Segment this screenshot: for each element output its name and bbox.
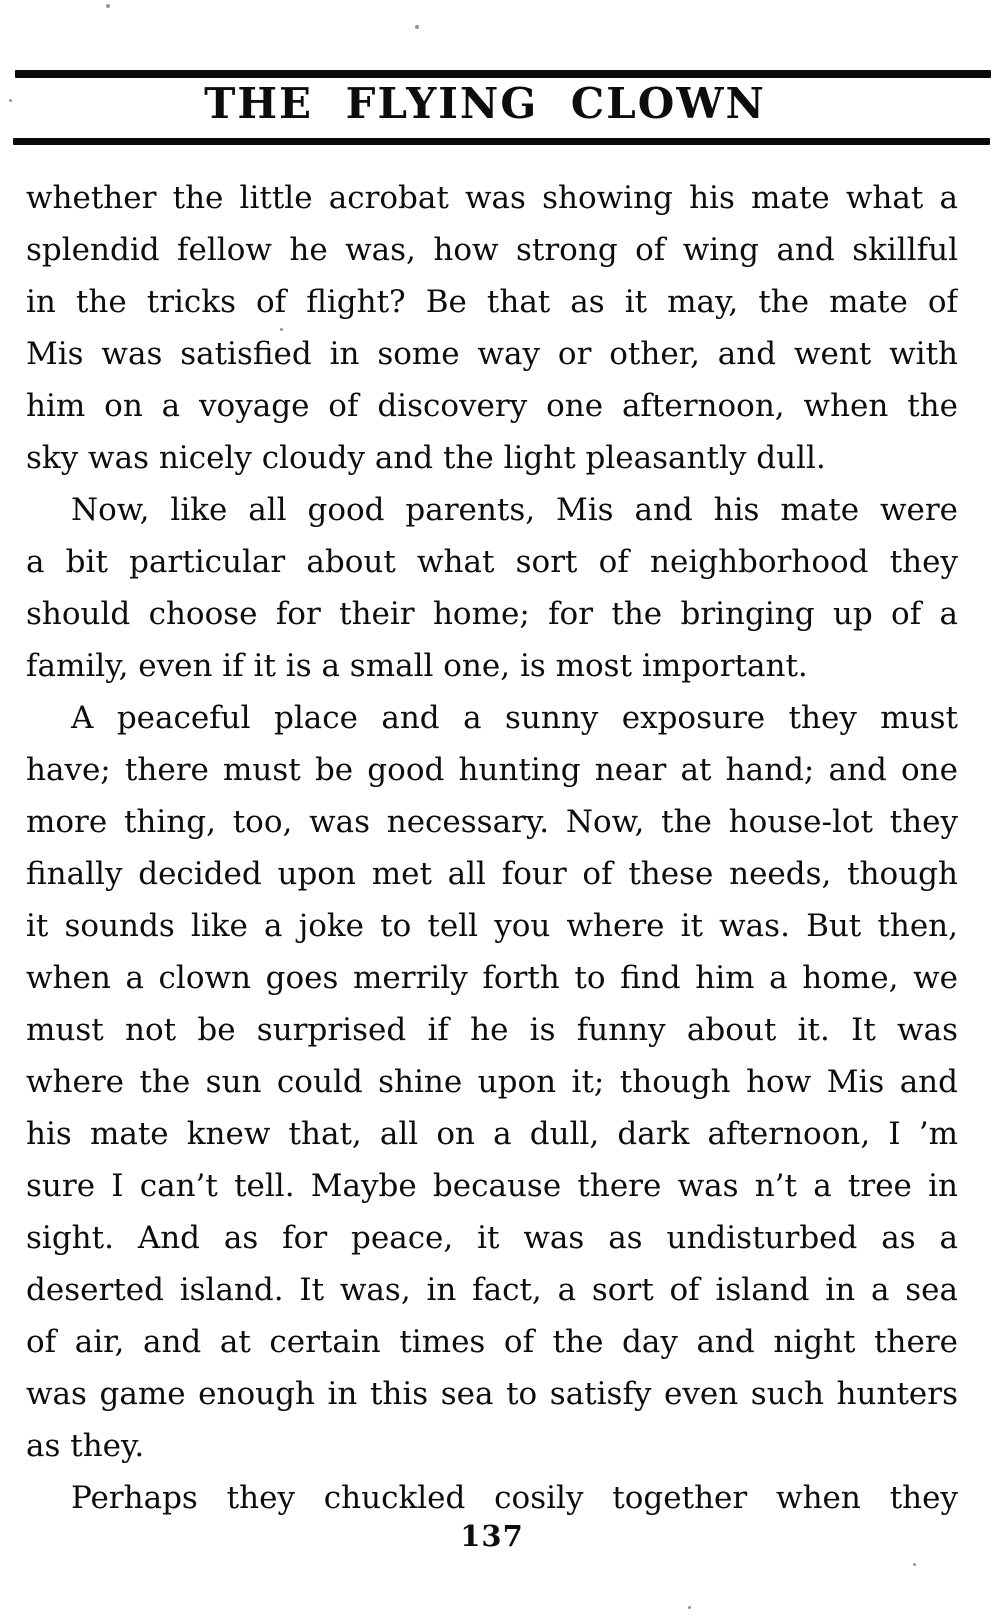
scan-speck [688, 1606, 691, 1609]
scan-speck [106, 4, 110, 8]
text-line: Mis was satisfied in some way or other, and went with [26, 336, 958, 372]
body-text [26, 172, 958, 1524]
text-line: when a clown goes merrily forth to find him a home, we [26, 960, 958, 996]
text-line: where the sun could shine upon it; though how Mis and [26, 1064, 958, 1100]
page-number: 137 [460, 1519, 524, 1553]
header-rule-bottom [13, 138, 990, 145]
text-line: splendid fellow he was, how strong of wing and skillful [26, 232, 958, 268]
text-line: his mate knew that, all on a dull, dark afternoon, I ’m [26, 1116, 958, 1152]
text-line: was game enough in this sea to satisfy even such hunters [26, 1376, 958, 1412]
text-line: sky was nicely cloudy and the light pleasantly dull. [26, 440, 826, 476]
text-line: family, even if it is a small one, is most important. [26, 648, 808, 684]
text-line: sight. And as for peace, it was as undisturbed as a [26, 1220, 958, 1256]
text-line: sure I can’t tell. Maybe because there was n’t a tree in [26, 1168, 958, 1204]
scan-speck [9, 99, 12, 102]
text-line: must not be surprised if he is funny about it. It was [26, 1012, 958, 1048]
text-line: of air, and at certain times of the day and night there [26, 1324, 958, 1360]
text-line: have; there must be good hunting near at hand; and one [26, 752, 958, 788]
text-line: it sounds like a joke to tell you where it was. But then, [26, 908, 958, 944]
text-line: A peaceful place and a sunny exposure they must [71, 700, 958, 736]
text-line: as they. [26, 1428, 145, 1464]
page-title: THE FLYING CLOWN [204, 79, 766, 128]
text-line: Perhaps they chuckled cosily together when they [71, 1480, 958, 1516]
scan-speck [913, 1563, 916, 1566]
header-rule-top [15, 70, 991, 78]
text-line: more thing, too, was necessary. Now, the house-lot they [26, 804, 958, 840]
scan-speck [415, 25, 419, 29]
text-line: deserted island. It was, in fact, a sort of island in a sea [26, 1272, 958, 1308]
text-line: a bit particular about what sort of neighborhood they [26, 544, 958, 580]
text-line: Now, like all good parents, Mis and his mate were [71, 492, 958, 528]
text-line: should choose for their home; for the bringing up of a [26, 596, 958, 632]
text-line: him on a voyage of discovery one afternoon, when the [26, 388, 958, 424]
scan-speck [280, 328, 283, 331]
text-line: finally decided upon met all four of these needs, though [26, 856, 958, 892]
text-line: in the tricks of flight? Be that as it may, the mate of [26, 284, 958, 320]
text-line: whether the little acrobat was showing his mate what a [26, 180, 958, 216]
